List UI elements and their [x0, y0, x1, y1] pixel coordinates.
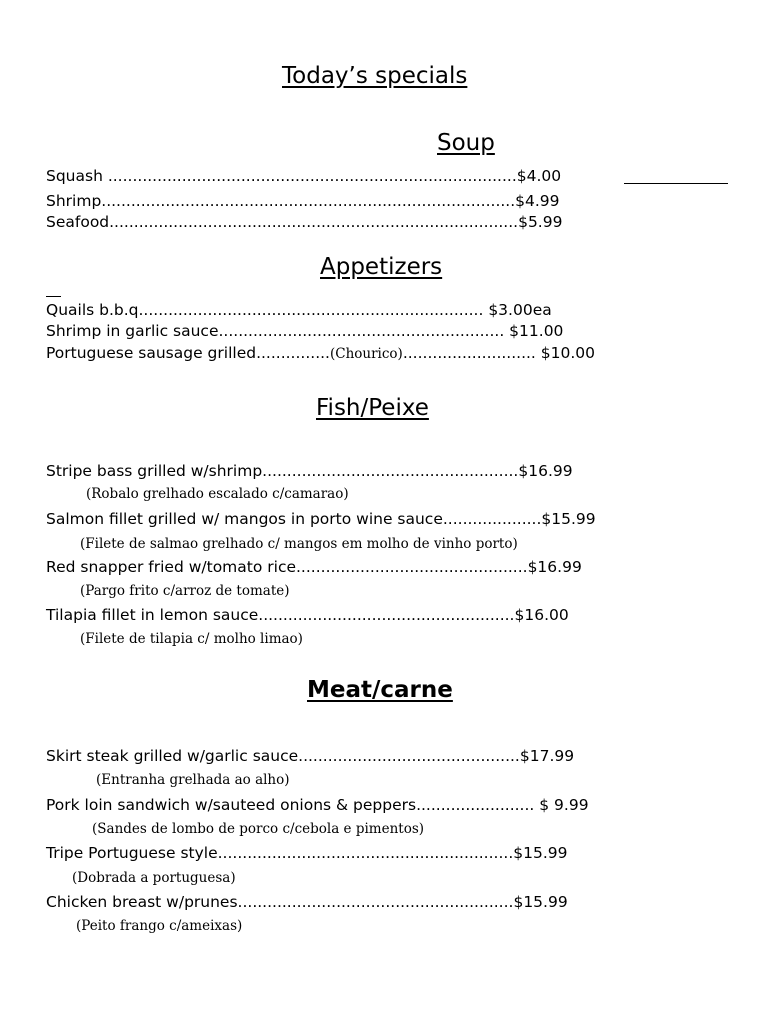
menu-item-squash: Squash ...................................................................................$4.00 — [46, 167, 562, 185]
section-heading-meat: Meat/carne — [307, 677, 453, 703]
short-rule — [46, 296, 61, 297]
section-heading-fish: Fish/Peixe — [316, 395, 429, 421]
item-translation: (Sandes de lombo de porco c/cebola e pimentos) — [92, 821, 425, 837]
menu-item-skirt-steak: Skirt steak grilled w/garlic sauce.............................................$17.99 — [46, 747, 575, 765]
section-heading-soup: Soup — [437, 130, 495, 156]
item-text-end: ........................... $10.00 — [402, 344, 596, 362]
item-translation: (Dobrada a portuguesa) — [72, 870, 236, 886]
item-translation: (Chourico) — [329, 346, 403, 362]
item-text-start: Portuguese sausage grilled............... — [46, 344, 330, 362]
menu-item-pork-loin: Pork loin sandwich w/sauteed onions & peppers........................ $ 9.99 — [46, 796, 589, 814]
menu-item-shrimp-soup: Shrimp....................................................................................$4.99 — [46, 192, 560, 210]
menu-item-portuguese-sausage — [46, 344, 595, 363]
menu-item-tripe: Tripe Portuguese style............................................................$15.99 — [46, 844, 568, 862]
item-translation: (Filete de salmao grelhado c/ mangos em molho de vinho porto) — [80, 536, 518, 552]
menu-item-chicken-breast: Chicken breast w/prunes........................................................$15.99 — [46, 893, 568, 911]
menu-item-salmon: Salmon fillet grilled w/ mangos in porto wine sauce....................$15.99 — [46, 510, 596, 528]
menu-item-seafood: Seafood...................................................................................$5.99 — [46, 213, 563, 231]
underline-rule — [624, 183, 728, 184]
menu-item-quails: Quails b.b.q...................................................................... $3.00ea — [46, 301, 552, 319]
menu-item-stripe-bass: Stripe bass grilled w/shrimp....................................................$16.99 — [46, 462, 573, 480]
item-translation: (Robalo grelhado escalado c/camarao) — [86, 486, 349, 502]
section-heading-appetizers: Appetizers — [320, 254, 443, 280]
page-title: Today’s specials — [282, 63, 468, 89]
menu-item-red-snapper: Red snapper fried w/tomato rice...............................................$16.99 — [46, 558, 582, 576]
item-translation: (Peito frango c/ameixas) — [76, 918, 243, 934]
item-translation: (Entranha grelhada ao alho) — [96, 772, 290, 788]
menu-item-tilapia: Tilapia fillet in lemon sauce....................................................$16.00 — [46, 606, 569, 624]
menu-item-shrimp-garlic: Shrimp in garlic sauce.......................................................... $11.00 — [46, 322, 564, 340]
item-translation: (Pargo frito c/arroz de tomate) — [80, 583, 290, 599]
item-translation: (Filete de tilapia c/ molho limao) — [80, 631, 303, 647]
